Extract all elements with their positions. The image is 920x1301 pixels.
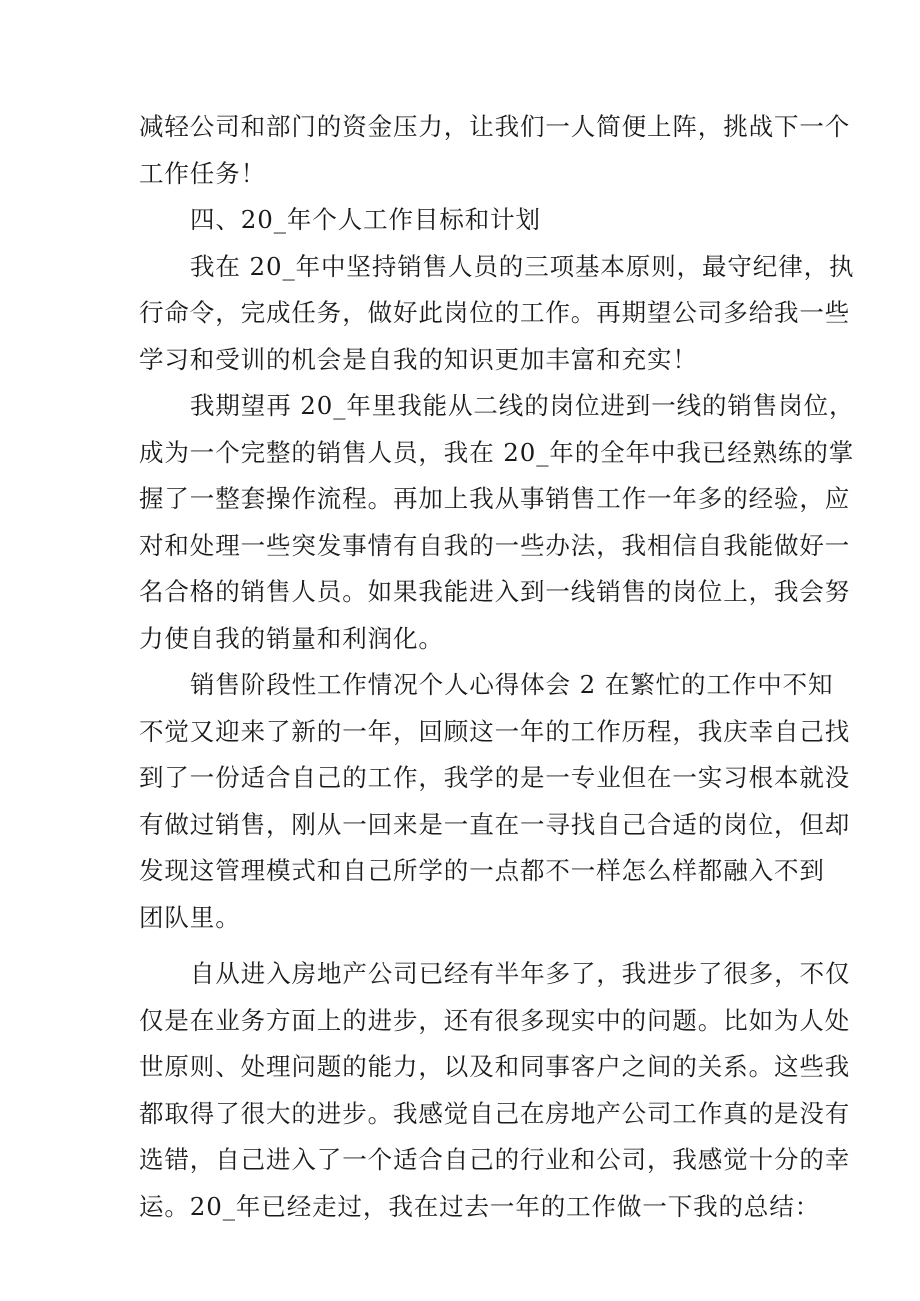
- text-line: 名合格的销售人员。如果我能进入到一线销售的岗位上，我会努: [139, 577, 851, 606]
- text-line: 握了一整套操作流程。再加上我从事销售工作一年多的经验，应: [139, 484, 851, 513]
- text-line: 力使自我的销量和利润化。: [139, 623, 444, 653]
- section-heading: 四、20_年个人工作目标和计划: [190, 205, 541, 234]
- text-line: 都取得了很大的进步。我感觉自己在房地产公司工作真的是没有: [139, 1098, 851, 1128]
- text-line: 发现这管理模式和自己所学的一点都不一样怎么样都融入不到: [139, 856, 825, 885]
- text-line: 我在 20_年中坚持销售人员的三项基本原则，最守纪律，执: [190, 251, 855, 281]
- text-line: 学习和受训的机会是自我的知识更加丰富和充实！: [139, 344, 698, 374]
- text-line: 运。20_年已经走过，我在过去一年的工作做一下我的总结：: [139, 1191, 821, 1221]
- text-line: 减轻公司和部门的资金压力，让我们一人简便上阵，挑战下一个: [139, 112, 851, 141]
- text-line: 选错，自己进入了一个适合自己的行业和公司，我感觉十分的幸: [139, 1145, 851, 1174]
- text-line: 销售阶段性工作情况个人心得体会 2 在繁忙的工作中不知: [190, 670, 834, 699]
- document-body: [139, 104, 855, 1230]
- text-line: 仅是在业务方面上的进步，还有很多现实中的问题。比如为人处: [139, 1005, 851, 1035]
- text-line: 成为一个完整的销售人员，我在 20_年的全年中我已经熟练的掌: [139, 437, 855, 467]
- text-line: 工作任务！: [139, 158, 266, 188]
- text-line: 行命令，完成任务，做好此岗位的工作。再期望公司多给我一些: [139, 298, 851, 327]
- paragraph-gap: [139, 941, 789, 951]
- text-line: 世原则、处理问题的能力，以及和同事客户之间的关系。这些我: [139, 1052, 851, 1081]
- text-line: 自从进入房地产公司已经有半年多了，我进步了很多，不仅: [190, 959, 851, 988]
- text-line: 我期望再 20_年里我能从二线的岗位进到一线的销售岗位，: [190, 391, 855, 420]
- text-line: 不觉又迎来了新的一年，回顾这一年的工作历程，我庆幸自己找: [139, 716, 851, 746]
- text-line: 对和处理一些突发事情有自我的一些办法，我相信自我能做好一: [139, 530, 851, 560]
- text-line: 有做过销售，刚从一回来是一直在一寻找自己合适的岗位，但却: [139, 809, 851, 839]
- text-line: 团队里。: [139, 902, 241, 932]
- text-line: 到了一份适合自己的工作，我学的是一专业但在一实习根本就没: [139, 763, 851, 792]
